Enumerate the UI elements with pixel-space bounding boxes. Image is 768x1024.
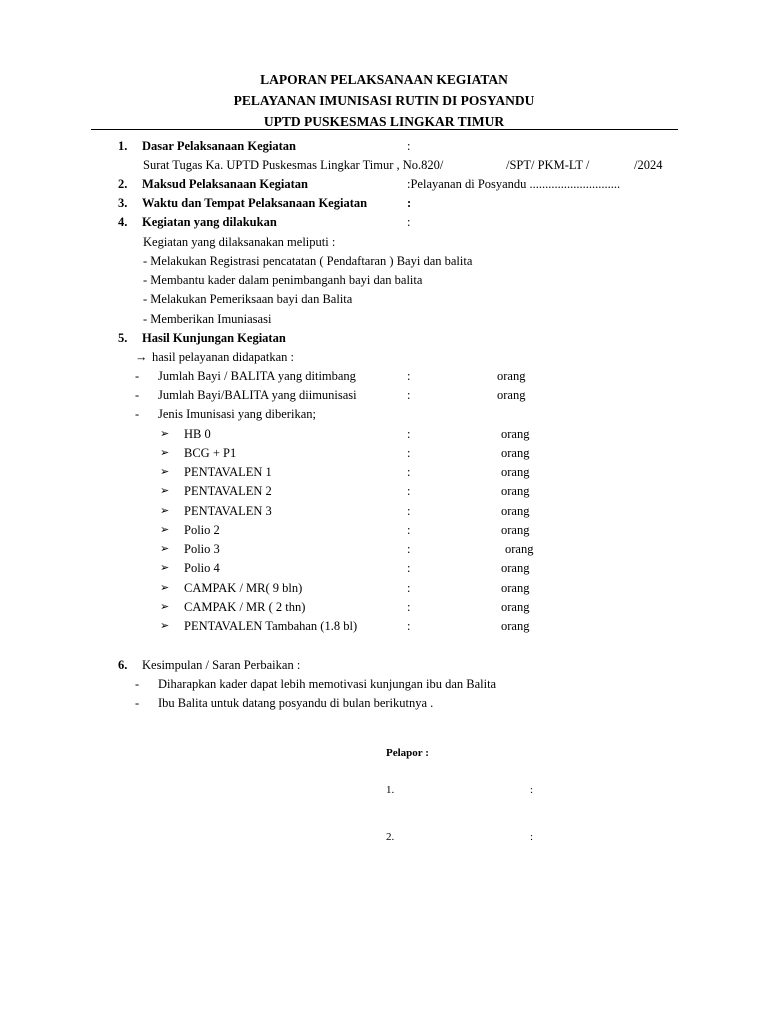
section-4-title: Kegiatan yang dilakukan: [142, 215, 277, 229]
vaccine-unit: orang: [501, 600, 530, 614]
vaccine-unit: orang: [501, 484, 530, 498]
row-dash: -: [135, 388, 140, 402]
bullet-arrow-icon: ➢: [160, 582, 170, 594]
section-4-number: 4.: [118, 215, 128, 229]
row-dash: -: [135, 369, 140, 383]
bullet-arrow-icon: ➢: [160, 505, 170, 517]
section-4-intro: Kegiatan yang dilaksanakan meliputi :: [143, 235, 336, 249]
bullet-arrow-icon: ➢: [160, 447, 170, 459]
vaccine-unit: orang: [501, 504, 530, 518]
vaccine-name: BCG + P1: [184, 446, 237, 460]
section-3-number: 3.: [118, 196, 128, 210]
list-item: - Melakukan Registrasi pencatatan ( Pendaftaran ) Bayi dan balita: [143, 254, 473, 268]
signature-colon: :: [530, 784, 534, 796]
section-3-title: Waktu dan Tempat Pelaksanaan Kegiatan: [142, 196, 368, 210]
section-1-detail-b: /SPT/ PKM-LT /: [506, 158, 590, 172]
section-1-detail-a: Surat Tugas Ka. UPTD Puskesmas Lingkar Timur , No.820/: [143, 158, 444, 172]
title-line-3: UPTD PUSKESMAS LINGKAR TIMUR: [263, 114, 505, 129]
section-1-title: Dasar Pelaksanaan Kegiatan: [142, 139, 296, 153]
pelapor-label: Pelapor :: [386, 747, 429, 759]
section-1-number: 1.: [118, 139, 128, 153]
section-4-colon: :: [407, 215, 411, 229]
section-6-title: Kesimpulan / Saran Perbaikan :: [142, 658, 301, 672]
signature-colon: :: [530, 831, 534, 843]
vaccine-name: PENTAVALEN 1: [184, 465, 272, 479]
bullet-arrow-icon: ➢: [160, 601, 170, 613]
signature-number: 2.: [386, 831, 395, 843]
row-label: Jumlah Bayi/BALITA yang diimunisasi: [158, 388, 357, 402]
vaccine-name: HB 0: [184, 427, 211, 441]
title-line-2: PELAYANAN IMUNISASI RUTIN DI POSYANDU: [233, 93, 535, 108]
section-1-colon: :: [407, 139, 411, 153]
title-line-1: LAPORAN PELAKSANAAN KEGIATAN: [260, 72, 508, 87]
row-dash: -: [135, 407, 140, 421]
vaccine-name: CAMPAK / MR ( 2 thn): [184, 600, 306, 614]
vaccine-colon: :: [407, 484, 411, 498]
section-5-intro: hasil pelayanan didapatkan :: [152, 350, 294, 364]
row-colon: :: [407, 388, 411, 402]
vaccine-colon: :: [407, 446, 411, 460]
vaccine-colon: :: [407, 619, 411, 633]
vaccine-name: CAMPAK / MR( 9 bln): [184, 581, 303, 595]
section-2-title: Maksud Pelaksanaan Kegiatan: [142, 177, 309, 191]
list-item: - Melakukan Pemeriksaan bayi dan Balita: [143, 292, 353, 306]
vaccine-colon: :: [407, 427, 411, 441]
vaccine-colon: :: [407, 561, 411, 575]
header-rule: [91, 129, 678, 130]
list-item: - Memberikan Imuniasasi: [143, 312, 272, 326]
list-item: - Membantu kader dalam penimbanganh bayi dan balita: [143, 273, 423, 287]
vaccine-unit: orang: [501, 446, 530, 460]
bullet-arrow-icon: ➢: [160, 562, 170, 574]
vaccine-unit: orang: [501, 581, 530, 595]
vaccine-unit: orang: [501, 427, 530, 441]
row-dash: -: [135, 696, 140, 710]
vaccine-name: PENTAVALEN 2: [184, 484, 272, 498]
bullet-arrow-icon: ➢: [160, 524, 170, 536]
row-unit: orang: [497, 388, 526, 402]
section-2-number: 2.: [118, 177, 128, 191]
bullet-arrow-icon: ➢: [160, 466, 170, 478]
list-item: Diharapkan kader dapat lebih memotivasi kunjungan ibu dan Balita: [158, 677, 497, 691]
jenis-imunisasi-label: Jenis Imunisasi yang diberikan;: [158, 407, 316, 421]
vaccine-colon: :: [407, 523, 411, 537]
vaccine-unit: orang: [501, 561, 530, 575]
row-label: Jumlah Bayi / BALITA yang ditimbang: [158, 369, 356, 383]
bullet-arrow-icon: ➢: [160, 428, 170, 440]
vaccine-colon: :: [407, 504, 411, 518]
arrow-right-icon: →: [135, 350, 148, 364]
section-5-title: Hasil Kunjungan Kegiatan: [142, 331, 286, 345]
bullet-arrow-icon: ➢: [160, 543, 170, 555]
vaccine-name: Polio 3: [184, 542, 220, 556]
bullet-arrow-icon: ➢: [160, 485, 170, 497]
vaccine-name: PENTAVALEN Tambahan (1.8 bl): [184, 619, 358, 633]
vaccine-name: PENTAVALEN 3: [184, 504, 272, 518]
row-dash: -: [135, 677, 140, 691]
vaccine-colon: :: [407, 465, 411, 479]
list-item: Ibu Balita untuk datang posyandu di bulan berikutnya .: [158, 696, 434, 710]
vaccine-colon: :: [407, 581, 411, 595]
vaccine-name: Polio 4: [184, 561, 220, 575]
section-1-detail-c: /2024: [634, 158, 663, 172]
section-2-value: :Pelayanan di Posyandu .............................: [407, 177, 621, 191]
vaccine-unit: orang: [505, 542, 534, 556]
row-unit: orang: [497, 369, 526, 383]
section-6-number: 6.: [118, 658, 128, 672]
vaccine-colon: :: [407, 542, 411, 556]
vaccine-unit: orang: [501, 523, 530, 537]
vaccine-name: Polio 2: [184, 523, 220, 537]
section-5-number: 5.: [118, 331, 128, 345]
vaccine-unit: orang: [501, 465, 530, 479]
bullet-arrow-icon: ➢: [160, 620, 170, 632]
signature-number: 1.: [386, 784, 395, 796]
vaccine-unit: orang: [501, 619, 530, 633]
section-3-colon: :: [407, 196, 412, 210]
row-colon: :: [407, 369, 411, 383]
vaccine-colon: :: [407, 600, 411, 614]
